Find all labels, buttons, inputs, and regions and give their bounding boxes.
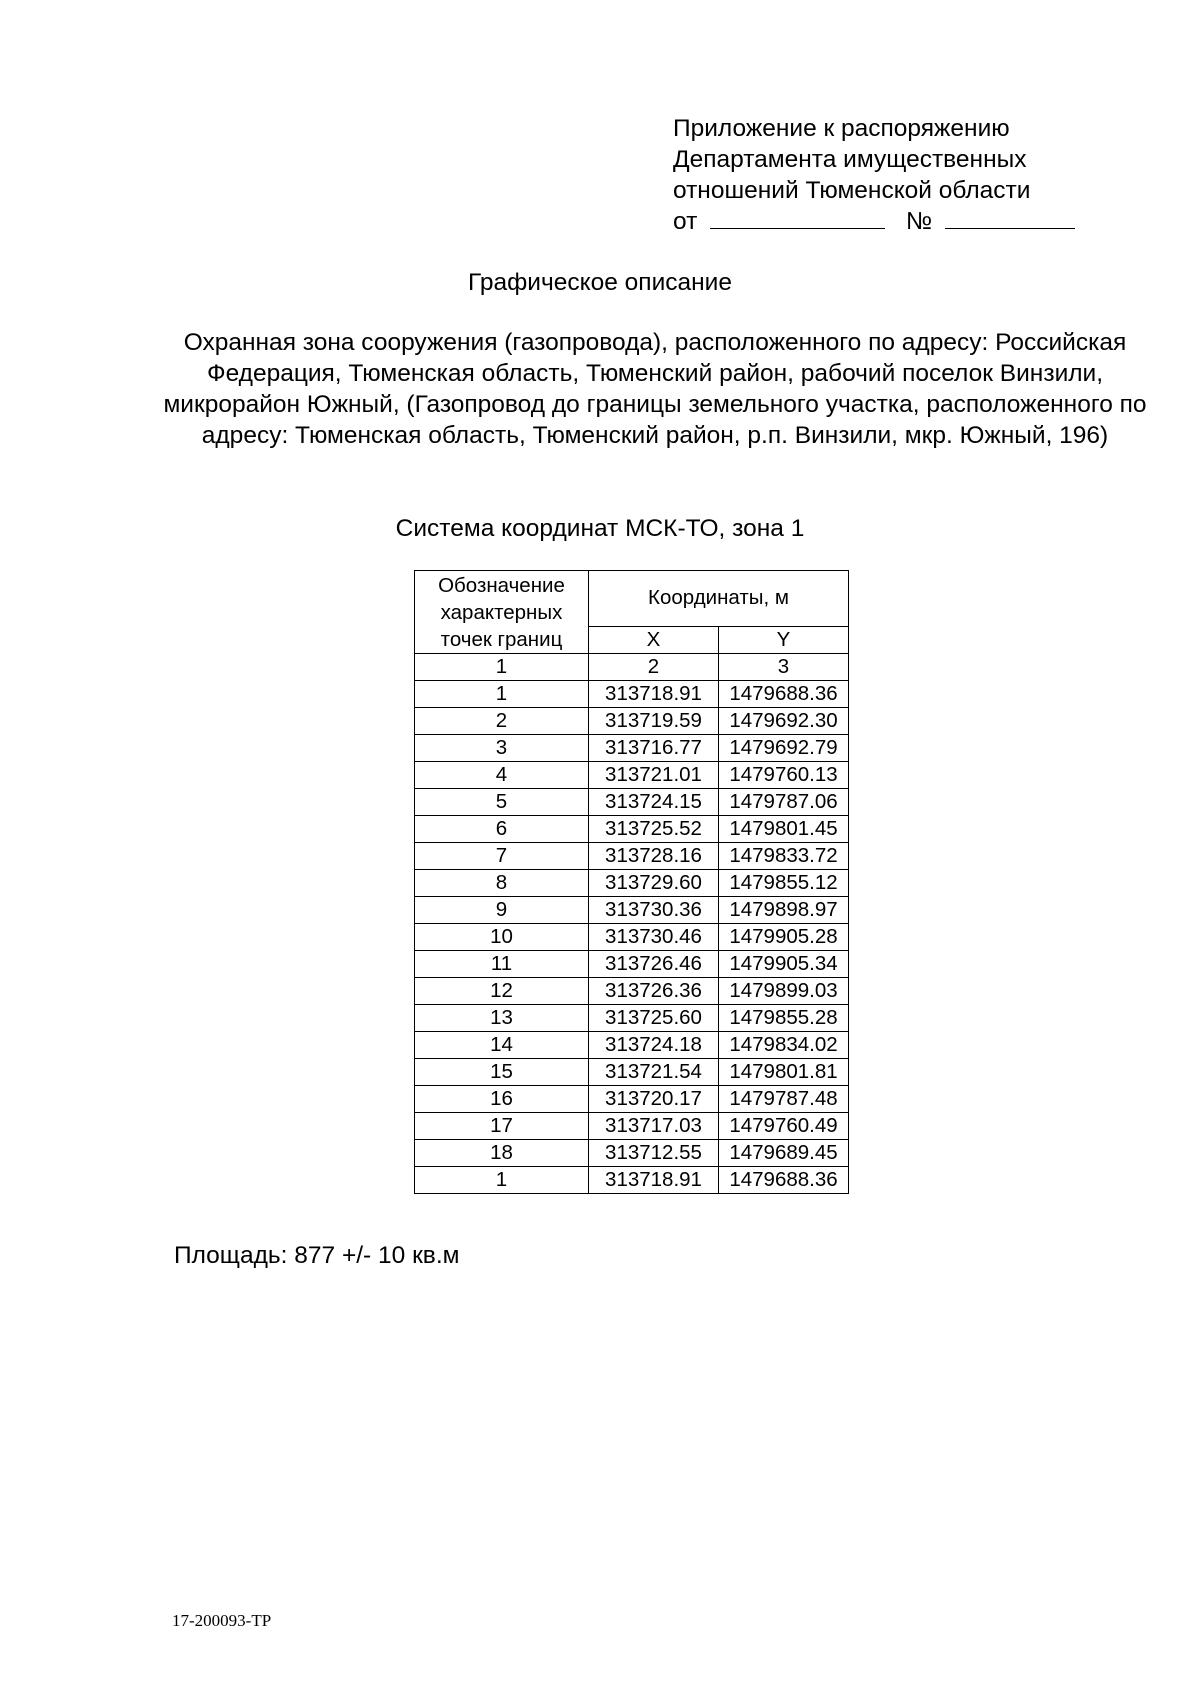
y-coordinate-cell: 1479833.72 — [719, 843, 849, 870]
coordinates-table — [414, 570, 849, 1194]
appendix-date-number-line — [673, 206, 1075, 237]
point-number-cell: 9 — [415, 897, 589, 924]
y-coordinate-cell: 1479905.34 — [719, 951, 849, 978]
x-coordinate-cell: 313730.46 — [589, 924, 719, 951]
point-number-cell: 14 — [415, 1032, 589, 1059]
table-row — [415, 951, 849, 978]
point-number-cell: 5 — [415, 789, 589, 816]
point-number-cell: 2 — [415, 708, 589, 735]
coordinate-system-label: Система координат МСК-ТО, зона 1 — [395, 515, 805, 542]
x-coordinate-cell: 313726.36 — [589, 978, 719, 1005]
point-number-cell: 1 — [415, 681, 589, 708]
x-coordinate-cell: 313724.15 — [589, 789, 719, 816]
y-coordinate-cell: 1479787.06 — [719, 789, 849, 816]
header-y: Y — [719, 626, 849, 653]
column-number-3: 3 — [719, 654, 849, 681]
number-blank — [945, 206, 1075, 229]
x-coordinate-cell: 313712.55 — [589, 1140, 719, 1167]
table-row — [415, 1059, 849, 1086]
table-row — [415, 978, 849, 1005]
point-number-cell: 8 — [415, 870, 589, 897]
y-coordinate-cell: 1479834.02 — [719, 1032, 849, 1059]
document-title: Графическое описание — [468, 269, 732, 296]
point-number-cell: 17 — [415, 1113, 589, 1140]
point-number-cell: 6 — [415, 816, 589, 843]
x-coordinate-cell: 313726.46 — [589, 951, 719, 978]
table-row — [415, 1140, 849, 1167]
table-row — [415, 735, 849, 762]
x-coordinate-cell: 313730.36 — [589, 897, 719, 924]
x-coordinate-cell: 313721.01 — [589, 762, 719, 789]
point-number-cell: 15 — [415, 1059, 589, 1086]
x-coordinate-cell: 313716.77 — [589, 735, 719, 762]
document-code: 17-200093-ТР — [172, 1611, 272, 1630]
y-coordinate-cell: 1479787.48 — [719, 1086, 849, 1113]
x-coordinate-cell: 313718.91 — [589, 1167, 719, 1194]
y-coordinate-cell: 1479760.49 — [719, 1113, 849, 1140]
x-coordinate-cell: 313728.16 — [589, 843, 719, 870]
x-coordinate-cell: 313718.91 — [589, 681, 719, 708]
point-number-cell: 1 — [415, 1167, 589, 1194]
column-number-1: 1 — [415, 654, 589, 681]
number-prefix: № — [905, 208, 933, 235]
column-number-2: 2 — [589, 654, 719, 681]
table-row — [415, 1113, 849, 1140]
table-row — [415, 870, 849, 897]
area-label: Площадь: 877 +/- 10 кв.м — [174, 1242, 460, 1269]
point-number-cell: 10 — [415, 924, 589, 951]
y-coordinate-cell: 1479899.03 — [719, 978, 849, 1005]
table-row — [415, 708, 849, 735]
point-number-cell: 4 — [415, 762, 589, 789]
y-coordinate-cell: 1479855.12 — [719, 870, 849, 897]
table-row — [415, 1032, 849, 1059]
header-points: Обозначение характерных точек границ — [415, 571, 589, 654]
point-number-cell: 16 — [415, 1086, 589, 1113]
table-row — [415, 924, 849, 951]
y-coordinate-cell: 1479801.81 — [719, 1059, 849, 1086]
table-row — [415, 1086, 849, 1113]
zone-description: Охранная зона сооружения (газопровода), расположенного по адресу: Российская Федерация, Тюменская область, Тюменский район, рабочий поселок Винзили, микрорайон Южный, (Газопровод до границы земельного участка, расположенного по адресу: Тюменская область, Тюменский район, р.п. Винзили, мкр. Южный, 196) — [163, 329, 1147, 449]
table-row — [415, 1167, 849, 1194]
y-coordinate-cell: 1479692.79 — [719, 735, 849, 762]
x-coordinate-cell: 313721.54 — [589, 1059, 719, 1086]
x-coordinate-cell: 313719.59 — [589, 708, 719, 735]
table-row — [415, 681, 849, 708]
table-row — [415, 1005, 849, 1032]
point-number-cell: 12 — [415, 978, 589, 1005]
point-number-cell: 13 — [415, 1005, 589, 1032]
date-blank — [710, 206, 885, 229]
header-x: X — [589, 626, 719, 653]
x-coordinate-cell: 313720.17 — [589, 1086, 719, 1113]
y-coordinate-cell: 1479688.36 — [719, 1167, 849, 1194]
x-coordinate-cell: 313717.03 — [589, 1113, 719, 1140]
point-number-cell: 3 — [415, 735, 589, 762]
x-coordinate-cell: 313725.52 — [589, 816, 719, 843]
table-row — [415, 816, 849, 843]
table-row — [415, 897, 849, 924]
point-number-cell: 11 — [415, 951, 589, 978]
y-coordinate-cell: 1479855.28 — [719, 1005, 849, 1032]
appendix-line-3: отношений Тюменской области — [673, 177, 1031, 204]
table-row — [415, 762, 849, 789]
header-coordinates: Координаты, м — [589, 571, 849, 627]
date-prefix: от — [673, 208, 698, 235]
appendix-line-2: Департамента имущественных — [673, 146, 1027, 173]
coordinates-table-body — [415, 681, 849, 1194]
appendix-header — [673, 113, 1075, 237]
y-coordinate-cell: 1479760.13 — [719, 762, 849, 789]
point-number-cell: 7 — [415, 843, 589, 870]
y-coordinate-cell: 1479689.45 — [719, 1140, 849, 1167]
table-row — [415, 843, 849, 870]
y-coordinate-cell: 1479692.30 — [719, 708, 849, 735]
y-coordinate-cell: 1479688.36 — [719, 681, 849, 708]
y-coordinate-cell: 1479905.28 — [719, 924, 849, 951]
table-row — [415, 789, 849, 816]
x-coordinate-cell: 313724.18 — [589, 1032, 719, 1059]
appendix-line-1: Приложение к распоряжению — [673, 115, 1010, 142]
y-coordinate-cell: 1479801.45 — [719, 816, 849, 843]
y-coordinate-cell: 1479898.97 — [719, 897, 849, 924]
point-number-cell: 18 — [415, 1140, 589, 1167]
x-coordinate-cell: 313729.60 — [589, 870, 719, 897]
x-coordinate-cell: 313725.60 — [589, 1005, 719, 1032]
